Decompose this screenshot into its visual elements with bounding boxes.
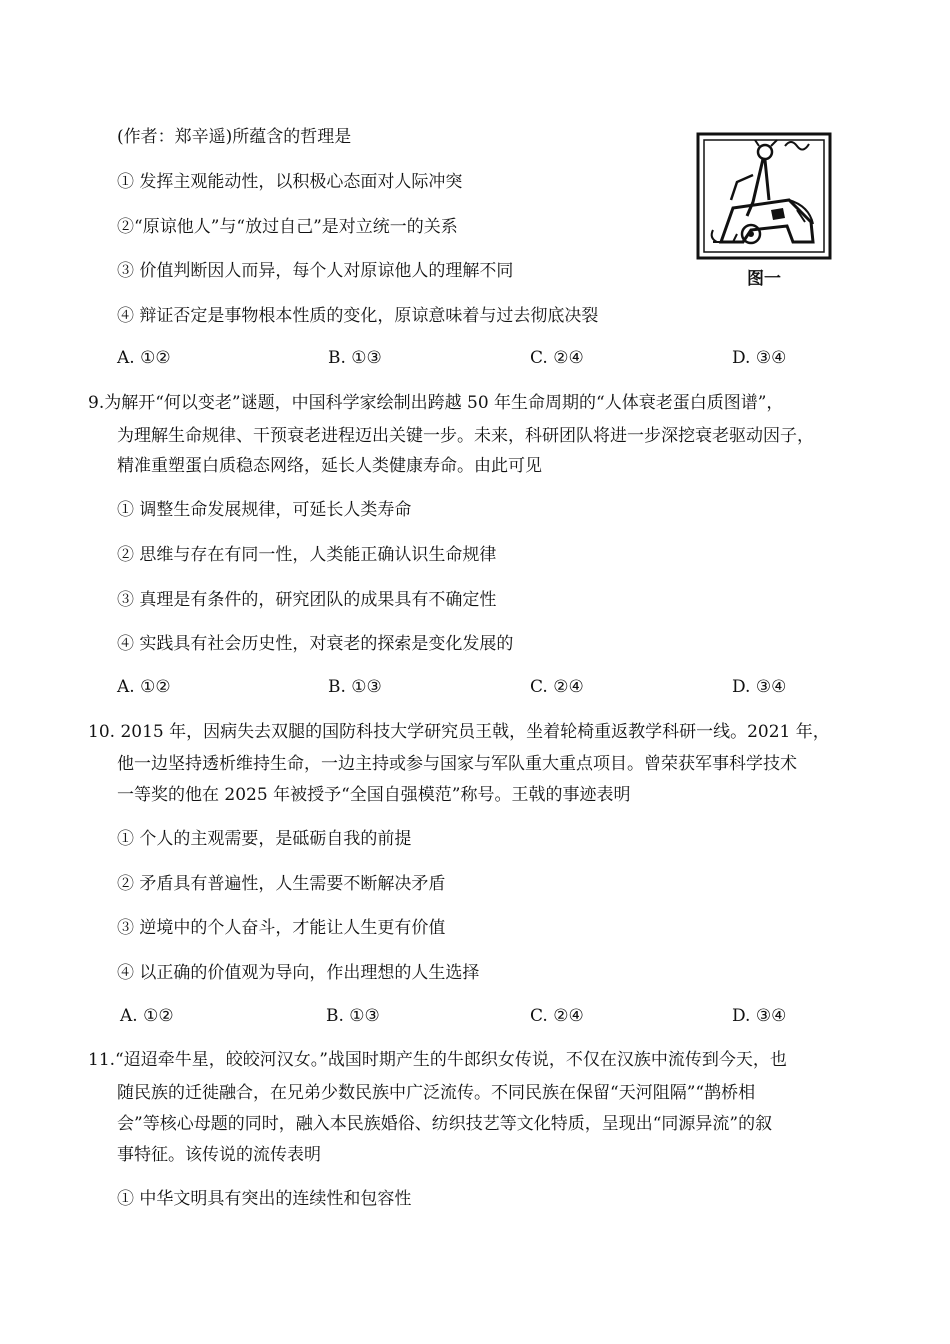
q11-stem-line-3: 会”等核心母题的同时，融入本民族婚俗、纺织技艺等文化特质，呈现出“同源异流”的叙 xyxy=(117,1114,773,1134)
q10-option-a: A. ①② xyxy=(120,1006,174,1026)
q8-item-1: ① 发挥主观能动性，以积极心态面对人际冲突 xyxy=(117,172,463,192)
q10-stem-line-2: 他一边坚持透析维持生命，一边主持或参与国家与军队重大重点项目。曾荣获军事科学技术 xyxy=(117,754,797,774)
q9-option-b: B. ①③ xyxy=(328,677,382,697)
q11-stem-line-2: 随民族的迁徙融合，在兄弟少数民族中广泛流传。不同民族在保留“天河阻隔”“鹊桥相 xyxy=(117,1083,756,1103)
q8-option-a: A. ①② xyxy=(117,348,171,368)
q8-option-d: D. ③④ xyxy=(732,348,787,368)
q9-stem-line-1: 9.为解开“何以变老”谜题，中国科学家绘制出跨越 50 年生命周期的“人体衰老蛋白质图谱”， xyxy=(88,393,784,413)
q11-item-1: ① 中华文明具有突出的连续性和包容性 xyxy=(117,1189,412,1209)
q8-option-c: C. ②④ xyxy=(530,348,584,368)
q9-stem-line-3: 精准重塑蛋白质稳态网络，延长人类健康寿命。由此可见 xyxy=(117,456,542,476)
q10-option-d: D. ③④ xyxy=(732,1006,787,1026)
q9-item-2: ② 思维与存在有同一性，人类能正确认识生命规律 xyxy=(117,545,497,565)
q9-option-c: C. ②④ xyxy=(530,677,584,697)
q10-item-4: ④ 以正确的价值观为导向，作出理想的人生选择 xyxy=(117,963,480,983)
q10-stem-line-1: 10. 2015 年，因病失去双腿的国防科技大学研究员王戟，坐着轮椅重返教学科研一线。2021 年， xyxy=(88,722,830,742)
q10-item-3: ③ 逆境中的个人奋斗，才能让人生更有价值 xyxy=(117,918,446,938)
q9-stem-line-2: 为理解生命规律、干预衰老进程迈出关键一步。未来，科研团队将进一步深挖衰老驱动因子， xyxy=(117,426,814,446)
q9-item-1: ① 调整生命发展规律，可延长人类寿命 xyxy=(117,500,412,520)
q8-option-b: B. ①③ xyxy=(328,348,382,368)
q9-option-a: A. ①② xyxy=(117,677,171,697)
q8-stem-end: (作者：郑辛遥)所蕴含的哲理是 xyxy=(117,127,352,147)
q10-item-2: ② 矛盾具有普遍性，人生需要不断解决矛盾 xyxy=(117,874,446,894)
cartoon-figure xyxy=(693,130,835,292)
q9-item-4: ④ 实践具有社会历史性，对衰老的探索是变化发展的 xyxy=(117,634,514,654)
q10-item-1: ① 个人的主观需要，是砥砺自我的前提 xyxy=(117,829,412,849)
figure-caption: 图一 xyxy=(747,269,781,289)
q11-stem-line-4: 事特征。该传说的流传表明 xyxy=(117,1145,321,1165)
q11-stem-line-1: 11.“迢迢牵牛星，皎皎河汉女。”战国时期产生的牛郎织女传说，不仅在汉族中流传到今天，也 xyxy=(88,1050,787,1070)
q10-option-c: C. ②④ xyxy=(530,1006,584,1026)
q9-item-3: ③ 真理是有条件的，研究团队的成果具有不确定性 xyxy=(117,590,497,610)
q9-option-d: D. ③④ xyxy=(732,677,787,697)
q8-item-2: ②“原谅他人”与“放过自己”是对立统一的关系 xyxy=(117,217,458,237)
q8-item-3: ③ 价值判断因人而异，每个人对原谅他人的理解不同 xyxy=(117,261,514,281)
q10-stem-line-3: 一等奖的他在 2025 年被授予“全国自强模范”称号。王戟的事迹表明 xyxy=(117,785,631,805)
cartoon-drawing xyxy=(693,130,835,262)
q8-item-4: ④ 辩证否定是事物根本性质的变化，原谅意味着与过去彻底决裂 xyxy=(117,306,599,326)
q10-option-b: B. ①③ xyxy=(326,1006,380,1026)
